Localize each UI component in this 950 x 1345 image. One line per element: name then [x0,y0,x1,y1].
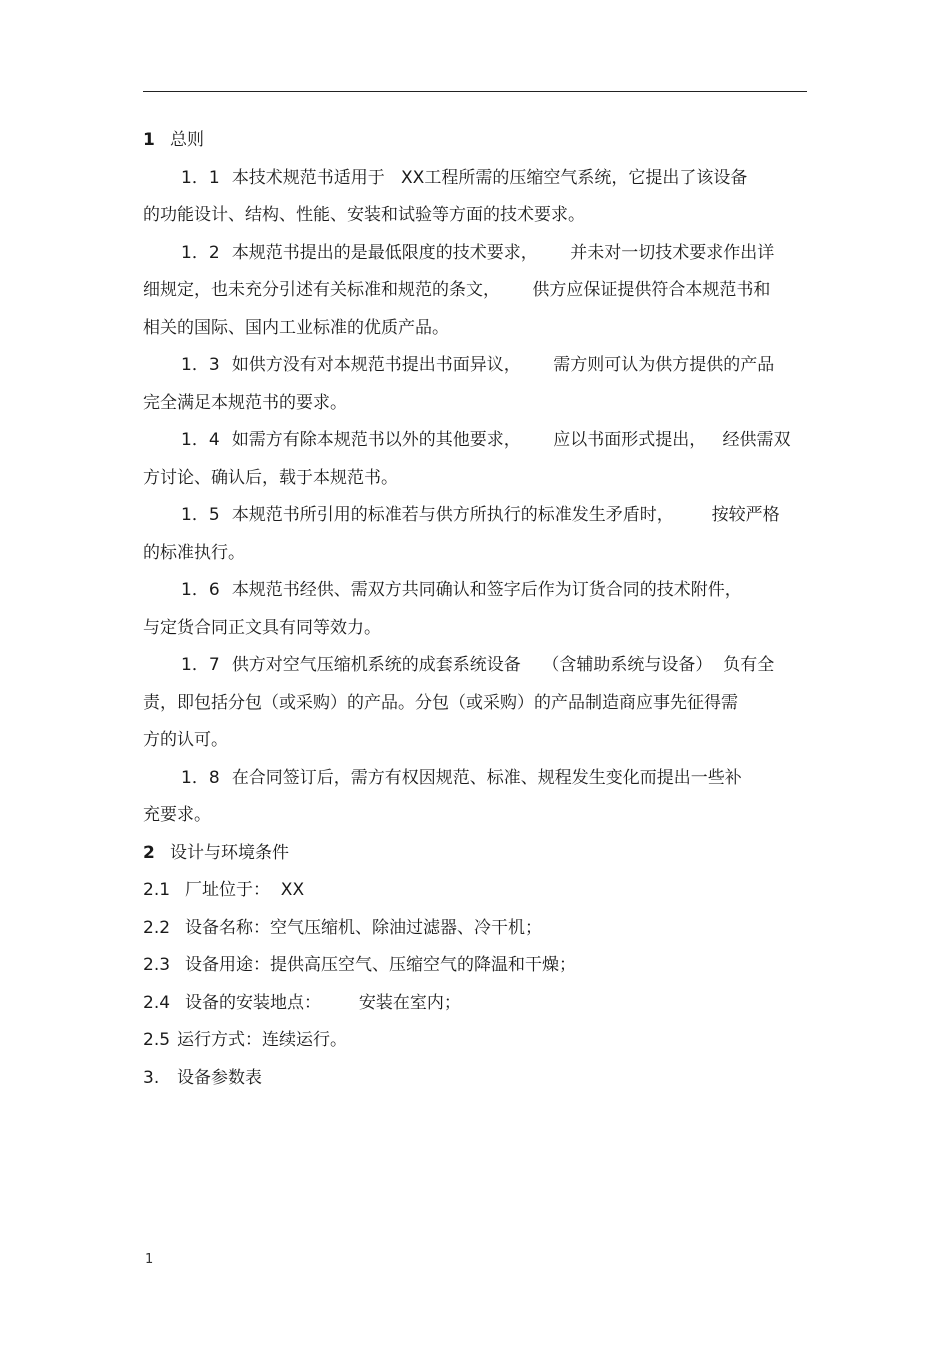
item-number: 2.3 [143,955,171,975]
clause-1-2 [143,235,807,273]
clause-text: 本规范书所引用的标准若与供方所执行的标准发生矛盾时， 按较严格 [231,505,780,525]
item-number: 2.2 [143,917,171,938]
clause-text: 方的认可。 [143,730,228,750]
clause-number: 1．6 [181,580,220,600]
item-text: 设备用途：提供高压空气、压缩空气的降温和干燥； [185,955,576,975]
item-text: 厂址位于： XX [185,880,305,900]
section-title: 设备参数表 [177,1067,262,1088]
page-number: 1 [145,1252,154,1267]
clause-1-6-cont [143,610,807,648]
item-number: 2.5 [143,1030,171,1050]
item-text: 设备的安装地点： 安装在室内； [185,992,461,1013]
clause-1-2-cont [143,272,807,310]
clause-number: 1．7 [181,655,220,675]
item-2-1 [143,872,807,910]
clause-1-8-cont [143,797,807,835]
clause-text: 如供方没有对本规范书提出书面异议， 需方则可认为供方提供的产品 [231,355,775,375]
clause-1-4 [143,422,807,460]
item-text: 设备名称：空气压缩机、除油过滤器、冷干机； [185,917,542,938]
section-number: 2 [143,842,155,863]
clause-text: 充要求。 [143,805,211,825]
item-number: 2.4 [143,992,171,1013]
clause-1-1-cont [143,197,807,235]
section-1-heading [143,122,807,160]
clause-1-7-cont [143,685,807,723]
clause-text: 本技术规范书适用于 XX工程所需的压缩空气系统，它提出了该设备 [231,167,748,188]
section-title: 总则 [170,130,204,150]
clause-1-4-cont [143,460,807,498]
clause-number: 1．3 [181,355,220,375]
item-number: 2.1 [143,880,171,900]
section-3-heading [143,1060,807,1098]
item-text: 运行方式：连续运行。 [177,1030,347,1050]
item-2-3 [143,947,807,985]
clause-number: 1．8 [181,767,220,788]
clause-1-7-cont [143,722,807,760]
clause-text: 供方对空气压缩机系统的成套系统设备 （含辅助系统与设备） 负有全 [231,655,775,675]
clause-text: 的功能设计、结构、性能、安装和试验等方面的技术要求。 [143,205,585,225]
section-2-heading [143,835,807,873]
section-title: 设计与环境条件 [170,842,289,863]
item-2-2 [143,910,807,948]
clause-text: 完全满足本规范书的要求。 [143,392,347,413]
clause-text: 在合同签订后，需方有权因规范、标准、规程发生变化而提出一些补 [231,767,742,788]
clause-text: 如需方有除本规范书以外的其他要求， 应以书面形式提出， 经供需双 [231,430,791,450]
clause-text: 方讨论、确认后，载于本规范书。 [143,467,398,488]
clause-1-3 [143,347,807,385]
clause-text: 的标准执行。 [143,542,245,563]
clause-text: 本规范书经供、需双方共同确认和签字后作为订货合同的技术附件， [231,580,742,600]
clause-text: 相关的国际、国内工业标准的优质产品。 [143,317,449,338]
clause-1-5 [143,497,807,535]
clause-1-7 [143,647,807,685]
item-2-4 [143,985,807,1023]
clause-number: 1．1 [181,167,220,188]
clause-text: 细规定，也未充分引述有关标准和规范的条文， 供方应保证提供符合本规范书和 [143,280,771,300]
clause-number: 1．4 [181,430,220,450]
clause-1-6 [143,572,807,610]
section-number: 1 [143,130,155,150]
clause-text: 本规范书提出的是最低限度的技术要求， 并未对一切技术要求作出详 [231,242,775,263]
clause-1-1 [143,160,807,198]
clause-number: 1．2 [181,242,220,263]
clause-1-2-cont [143,310,807,348]
item-2-5 [143,1022,807,1060]
document-body [143,122,807,1097]
clause-number: 1．5 [181,505,220,525]
clause-1-5-cont [143,535,807,573]
section-number: 3. [143,1067,160,1088]
header-rule [143,91,807,92]
clause-text: 与定货合同正文具有同等效力。 [143,617,381,638]
clause-text: 责，即包括分包（或采购）的产品。分包（或采购）的产品制造商应事先征得需 [143,692,738,713]
clause-1-3-cont [143,385,807,423]
clause-1-8 [143,760,807,798]
